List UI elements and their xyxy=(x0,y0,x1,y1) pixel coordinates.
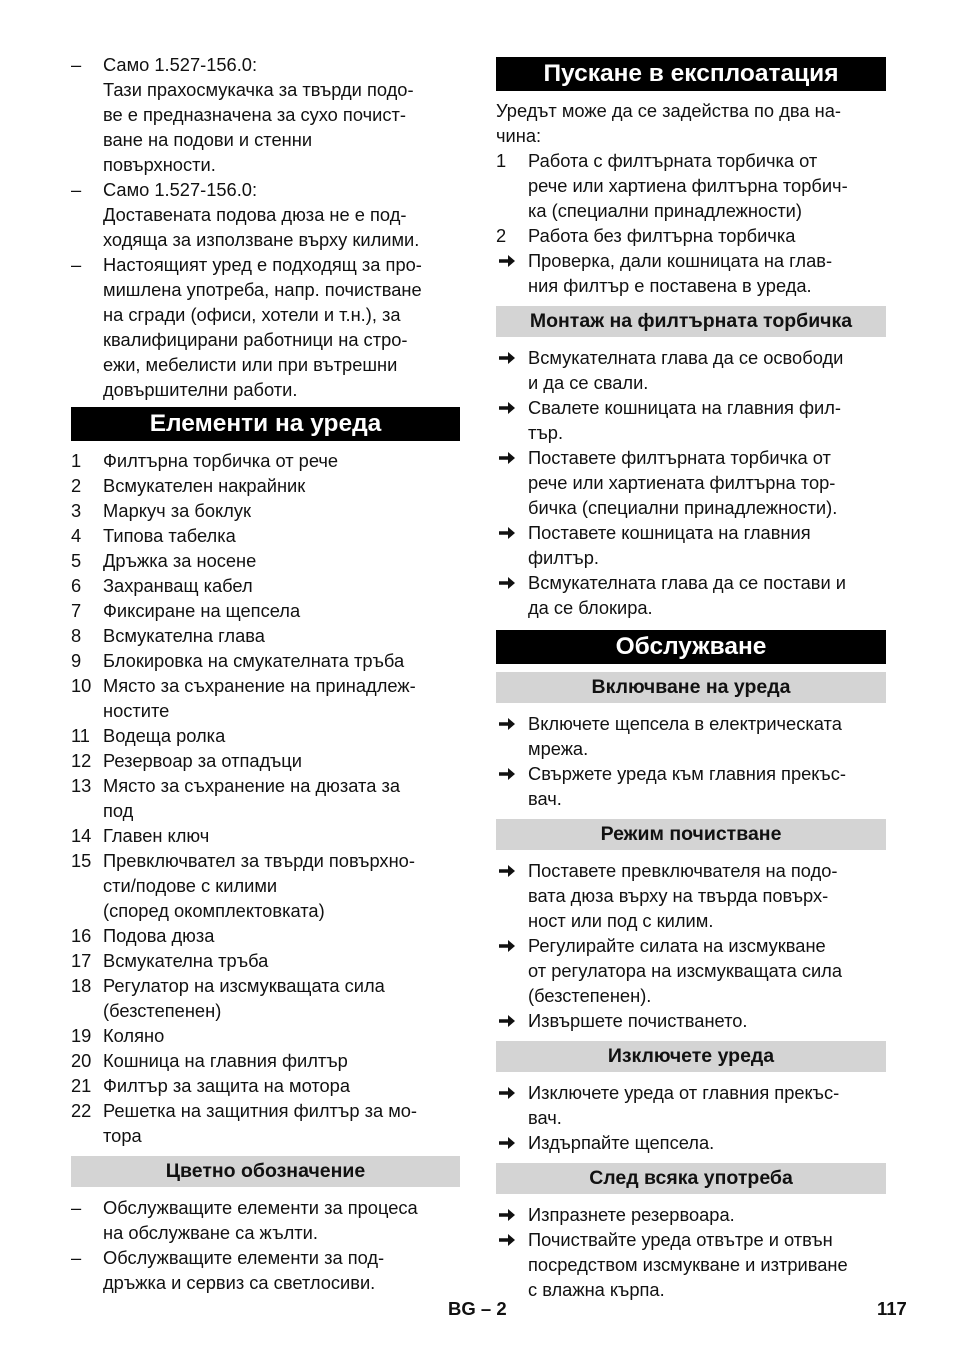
startup-intro xyxy=(496,98,886,148)
arrow-marker xyxy=(498,345,528,366)
text-line: вата дюза върху на твърда повърх- xyxy=(528,885,829,906)
item-number: 21 xyxy=(71,1075,92,1096)
list-item xyxy=(496,395,886,445)
item-text xyxy=(528,1080,886,1130)
item-text xyxy=(103,823,460,848)
item-text xyxy=(103,448,460,473)
section-title-startup: Пускане в експлоатация xyxy=(496,57,886,91)
text-line: чина: xyxy=(496,125,542,146)
cleaning-list xyxy=(496,858,886,1033)
list-marker: 1 xyxy=(496,150,507,171)
right-column xyxy=(496,57,886,1302)
arrow-marker xyxy=(498,1008,528,1029)
item-text xyxy=(528,933,886,1008)
list-marker: – xyxy=(71,1197,82,1218)
text-line: Маркуч за боклук xyxy=(103,500,251,521)
text-line: Настоящият уред е подходящ за про- xyxy=(103,254,422,275)
item-text xyxy=(528,345,886,395)
text-line: Всмукателна глава xyxy=(103,625,265,646)
arrow-marker xyxy=(498,858,528,879)
item-text xyxy=(103,573,460,598)
arrow-right-icon xyxy=(498,400,516,416)
item-text xyxy=(103,523,460,548)
list-item xyxy=(71,1245,460,1295)
item-text xyxy=(103,723,460,748)
item-text xyxy=(528,570,886,620)
item-text xyxy=(103,748,460,773)
arrow-right-icon xyxy=(498,1013,516,1029)
intro-list xyxy=(71,52,460,402)
text-line: ве е предназначена за сухо почист- xyxy=(103,104,406,125)
list-item xyxy=(71,1073,460,1098)
arrow-right-icon xyxy=(498,1135,516,1151)
list-item xyxy=(71,648,460,673)
text-line: ване на подови и стенни xyxy=(103,129,313,150)
item-text xyxy=(528,1227,886,1302)
text-line: ходяща за използване върху килими. xyxy=(103,229,420,250)
text-line: с влажна кърпа. xyxy=(528,1279,665,1300)
list-item xyxy=(71,598,460,623)
text-line: мишлена употреба, напр. почистване xyxy=(103,279,422,300)
item-text xyxy=(103,1098,460,1148)
item-text xyxy=(528,445,886,520)
item-text xyxy=(528,761,886,811)
text-line: тора xyxy=(103,1125,142,1146)
arrow-marker xyxy=(498,570,528,591)
arrow-marker xyxy=(498,1202,528,1223)
arrow-marker xyxy=(498,445,528,466)
arrow-marker xyxy=(498,761,528,782)
item-text xyxy=(103,1245,460,1295)
item-number: 8 xyxy=(71,625,82,646)
text-line: Дръжка за носене xyxy=(103,550,257,571)
item-text xyxy=(103,1195,460,1245)
item-number: 12 xyxy=(71,750,92,771)
item-text xyxy=(103,1023,460,1048)
section-title-switch-on: Включване на уреда xyxy=(496,672,886,703)
item-text xyxy=(528,520,886,570)
text-line: Подова дюза xyxy=(103,925,215,946)
item-text xyxy=(528,223,886,248)
text-line: Почиствайте уреда отвътре и отвън xyxy=(528,1229,833,1250)
list-marker: – xyxy=(71,254,82,275)
text-line: Решетка на защитния филтър за мо- xyxy=(103,1100,418,1121)
item-text xyxy=(103,773,460,823)
text-line: рече или хартиената филтърна тор- xyxy=(528,472,836,493)
elements-list xyxy=(71,448,460,1148)
list-item xyxy=(71,498,460,523)
list-item xyxy=(496,1080,886,1130)
list-item xyxy=(496,761,886,811)
list-marker: 2 xyxy=(496,225,507,246)
text-line: бичка (специални принадлежности). xyxy=(528,497,838,518)
item-number: 5 xyxy=(71,550,82,571)
text-line: и да се свали. xyxy=(528,372,649,393)
page-number: 117 xyxy=(877,1298,907,1319)
list-item xyxy=(496,520,886,570)
text-line: Главен ключ xyxy=(103,825,210,846)
item-text xyxy=(103,973,460,1023)
item-number: 10 xyxy=(71,675,92,696)
text-line: да се блокира. xyxy=(528,597,653,618)
section-title-mount: Монтаж на филтърната торбичка xyxy=(496,306,886,337)
text-line: ния филтър е поставена в уреда. xyxy=(528,275,812,296)
item-number: 6 xyxy=(71,575,82,596)
list-item xyxy=(496,1202,886,1227)
mount-list xyxy=(496,345,886,620)
item-text xyxy=(103,948,460,973)
arrow-right-icon xyxy=(498,938,516,954)
text-line: сти/подове с килими xyxy=(103,875,278,896)
item-text xyxy=(528,711,886,761)
text-line: Фиксиране на щепсела xyxy=(103,600,301,621)
list-item xyxy=(496,248,886,298)
item-text xyxy=(103,52,460,177)
left-column xyxy=(71,52,460,1295)
list-item xyxy=(71,177,460,252)
arrow-right-icon xyxy=(498,716,516,732)
item-number: 16 xyxy=(71,925,92,946)
arrow-right-icon xyxy=(498,1207,516,1223)
text-line: Само 1.527-156.0: xyxy=(103,179,258,200)
item-text xyxy=(528,395,886,445)
item-text xyxy=(528,148,886,223)
list-item xyxy=(71,923,460,948)
arrow-right-icon xyxy=(498,350,516,366)
list-item xyxy=(496,711,886,761)
text-line: Кошница на главния филтър xyxy=(103,1050,348,1071)
text-line: Филтърна торбичка от рече xyxy=(103,450,339,471)
text-line: Регулатор на изсмукващата сила xyxy=(103,975,385,996)
arrow-marker xyxy=(498,520,528,541)
list-item xyxy=(496,223,886,248)
item-text xyxy=(103,1073,460,1098)
text-line: Работа без филтърна торбичка xyxy=(528,225,796,246)
text-line: Поставете кошницата на главния xyxy=(528,522,811,543)
list-item xyxy=(71,1195,460,1245)
text-line: ност или под с килим. xyxy=(528,910,714,931)
arrow-right-icon xyxy=(498,525,516,541)
list-item xyxy=(71,548,460,573)
item-number: 4 xyxy=(71,525,82,546)
item-text xyxy=(103,598,460,623)
list-item xyxy=(496,858,886,933)
text-line: от регулатора на изсмукващата сила xyxy=(528,960,843,981)
arrow-right-icon xyxy=(498,450,516,466)
list-item xyxy=(496,1227,886,1302)
list-item xyxy=(71,52,460,177)
list-item xyxy=(71,473,460,498)
section-title-after-use: След всяка употреба xyxy=(496,1163,886,1194)
list-item xyxy=(71,748,460,773)
text-line: Всмукателната глава да се постави и xyxy=(528,572,846,593)
text-line: посредством изсмукване и изтриване xyxy=(528,1254,848,1275)
arrow-marker xyxy=(498,1080,528,1101)
list-item xyxy=(71,1023,460,1048)
text-line: Място за съхранение на принадлеж- xyxy=(103,675,416,696)
switch-off-list xyxy=(496,1080,886,1155)
item-text xyxy=(103,923,460,948)
text-line: вач. xyxy=(528,788,562,809)
list-item xyxy=(496,345,886,395)
text-line: Свалете кошницата на главния фил- xyxy=(528,397,841,418)
text-line: Включете щепсела в електрическата xyxy=(528,713,842,734)
text-line: Всмукателната глава да се освободи xyxy=(528,347,844,368)
arrow-marker xyxy=(498,711,528,732)
list-item xyxy=(496,148,886,223)
list-item xyxy=(71,623,460,648)
arrow-marker xyxy=(498,1227,528,1248)
item-number: 14 xyxy=(71,825,92,846)
item-text xyxy=(528,1202,886,1227)
section-title-cleaning: Режим почистване xyxy=(496,819,886,850)
item-text xyxy=(103,848,460,923)
section-title-service: Обслужване xyxy=(496,630,886,664)
item-number: 7 xyxy=(71,600,82,621)
list-item xyxy=(496,1130,886,1155)
text-line: вач. xyxy=(528,1107,562,1128)
text-line: Всмукателен накрайник xyxy=(103,475,306,496)
list-item xyxy=(496,933,886,1008)
list-item xyxy=(71,848,460,923)
text-line: (според окомплектовката) xyxy=(103,900,325,921)
section-title-color: Цветно обозначение xyxy=(71,1156,460,1187)
text-line: Изключете уреда от главния прекъс- xyxy=(528,1082,840,1103)
startup-list xyxy=(496,148,886,298)
item-number: 15 xyxy=(71,850,92,871)
item-text xyxy=(103,648,460,673)
list-marker: – xyxy=(71,1247,82,1268)
item-text xyxy=(528,858,886,933)
text-line: Свържете уреда към главния прекъс- xyxy=(528,763,846,784)
arrow-right-icon xyxy=(498,253,516,269)
item-text xyxy=(103,498,460,523)
item-number: 17 xyxy=(71,950,92,971)
list-item xyxy=(71,252,460,402)
list-item xyxy=(71,1098,460,1148)
item-number: 2 xyxy=(71,475,82,496)
text-line: ежи, мебелисти или при вътрешни xyxy=(103,354,398,375)
list-item xyxy=(71,1048,460,1073)
item-number: 13 xyxy=(71,775,92,796)
arrow-right-icon xyxy=(498,766,516,782)
arrow-marker xyxy=(498,1130,528,1151)
item-text xyxy=(103,548,460,573)
text-line: (безстепенен). xyxy=(528,985,652,1006)
text-line: ка (специални принадлежности) xyxy=(528,200,802,221)
text-line: Превключвател за твърди повърхно- xyxy=(103,850,415,871)
arrow-right-icon xyxy=(498,575,516,591)
list-item xyxy=(71,448,460,473)
switch-on-list xyxy=(496,711,886,811)
arrow-marker xyxy=(498,933,528,954)
arrow-right-icon xyxy=(498,1085,516,1101)
text-line: Уредът може да се задейства по два на- xyxy=(496,100,841,121)
arrow-marker xyxy=(498,395,528,416)
text-line: Водеща ролка xyxy=(103,725,226,746)
text-line: на сгради (офиси, хотели и т.н.), за xyxy=(103,304,401,325)
text-line: Доставената подова дюза не е под- xyxy=(103,204,407,225)
footer-code: BG – 2 xyxy=(448,1298,507,1319)
item-text xyxy=(103,673,460,723)
arrow-right-icon xyxy=(498,1232,516,1248)
text-line: Захранващ кабел xyxy=(103,575,253,596)
text-line: повърхности. xyxy=(103,154,216,175)
item-number: 22 xyxy=(71,1100,92,1121)
item-text xyxy=(528,248,886,298)
text-line: Обслужващите елементи за процеса xyxy=(103,1197,418,1218)
text-line: Резервоар за отпадъци xyxy=(103,750,302,771)
text-line: Извършете почистването. xyxy=(528,1010,748,1031)
list-item xyxy=(71,973,460,1023)
item-number: 9 xyxy=(71,650,82,671)
text-line: Коляно xyxy=(103,1025,165,1046)
text-line: Типова табелка xyxy=(103,525,236,546)
list-item xyxy=(71,773,460,823)
text-line: Място за съхранение на дюзата за xyxy=(103,775,400,796)
list-item xyxy=(71,723,460,748)
list-item xyxy=(496,570,886,620)
list-item xyxy=(71,573,460,598)
list-item xyxy=(71,948,460,973)
arrow-marker xyxy=(498,248,528,269)
text-line: Регулирайте силата на изсмукване xyxy=(528,935,826,956)
section-title-elements: Елементи на уреда xyxy=(71,407,460,441)
item-number: 1 xyxy=(71,450,82,471)
color-list xyxy=(71,1195,460,1295)
text-line: Работа с филтърната торбичка от xyxy=(528,150,818,171)
text-line: Издърпайте щепсела. xyxy=(528,1132,715,1153)
list-marker: – xyxy=(71,54,82,75)
item-number: 18 xyxy=(71,975,92,996)
text-line: под xyxy=(103,800,134,821)
text-line: рече или хартиена филтърна торбич- xyxy=(528,175,848,196)
item-number: 19 xyxy=(71,1025,92,1046)
item-text xyxy=(528,1130,886,1155)
text-line: дръжка и сервиз са светлосиви. xyxy=(103,1272,376,1293)
section-title-switch-off: Изключете уреда xyxy=(496,1041,886,1072)
list-item xyxy=(496,445,886,520)
text-line: Само 1.527-156.0: xyxy=(103,54,258,75)
item-text xyxy=(103,623,460,648)
item-text xyxy=(103,177,460,252)
item-text xyxy=(103,252,460,402)
text-line: Всмукателна тръба xyxy=(103,950,269,971)
text-line: ностите xyxy=(103,700,170,721)
list-item xyxy=(71,823,460,848)
item-text xyxy=(103,1048,460,1073)
text-line: тър. xyxy=(528,422,564,443)
item-number: 20 xyxy=(71,1050,92,1071)
text-line: филтър. xyxy=(528,547,599,568)
text-line: довършителни работи. xyxy=(103,379,298,400)
text-line: Изпразнете резервоара. xyxy=(528,1204,735,1225)
list-item xyxy=(71,523,460,548)
text-line: Блокировка на смукателната тръба xyxy=(103,650,405,671)
item-number: 3 xyxy=(71,500,82,521)
list-item xyxy=(496,1008,886,1033)
text-line: Обслужващите елементи за под- xyxy=(103,1247,385,1268)
after-use-list xyxy=(496,1202,886,1302)
text-line: Поставете филтърната торбичка от xyxy=(528,447,831,468)
arrow-right-icon xyxy=(498,863,516,879)
item-number: 11 xyxy=(71,725,90,746)
text-line: на обслужване са жълти. xyxy=(103,1222,318,1243)
text-line: квалифицирани работници на стро- xyxy=(103,329,408,350)
item-text xyxy=(103,473,460,498)
item-text xyxy=(528,1008,886,1033)
list-item xyxy=(71,673,460,723)
text-line: (безстепенен) xyxy=(103,1000,222,1021)
text-line: Тази прахосмукачка за твърди подо- xyxy=(103,79,414,100)
text-line: Филтър за защита на мотора xyxy=(103,1075,351,1096)
text-line: Поставете превключвателя на подо- xyxy=(528,860,838,881)
list-marker: – xyxy=(71,179,82,200)
text-line: Проверка, дали кошницата на глав- xyxy=(528,250,833,271)
text-line: мрежа. xyxy=(528,738,589,759)
